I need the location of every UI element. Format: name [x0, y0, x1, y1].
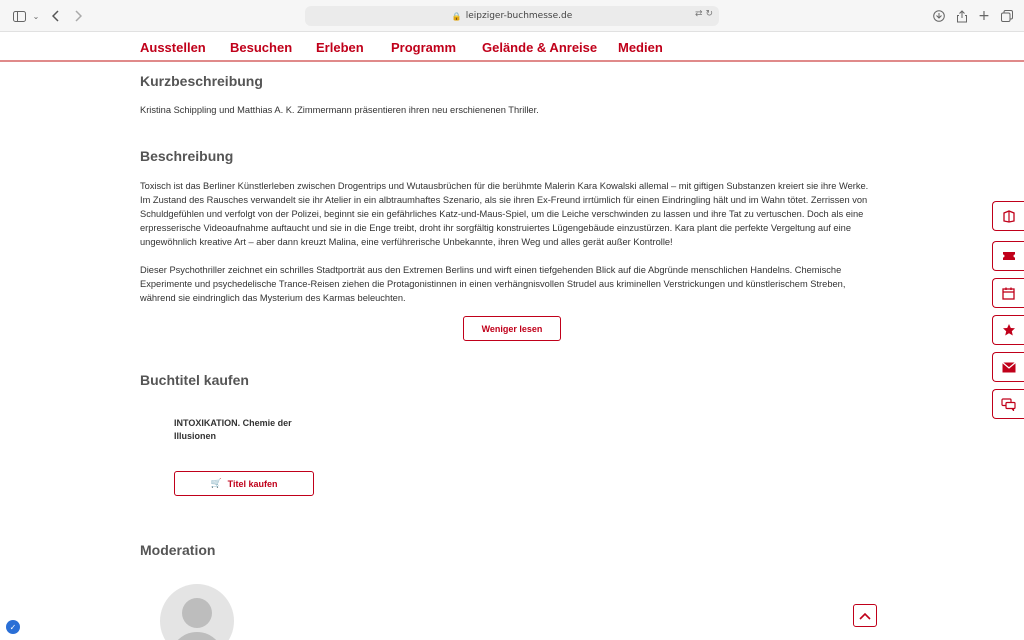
beschreibung-paragraph-2: Dieser Psychothriller zeichnet ein schrilles Stadtporträt aus den Extremen Berlins und wirft einen tiefgehenden Blick auf die Abgründe menschlichen Handelns. Chemische Experimente und psychedelische Trance-Reisen ziehen die Protagonistinnen in einen verhängnisvollen Strudel aus kriminellen Verstrickungen und künstlerischem Streben, während sie eindringlich das Mysterium des Karmas beleuchten. [140, 265, 846, 303]
sidebar-icon[interactable] [12, 7, 26, 25]
chevron-up-icon [859, 612, 871, 620]
url-text: leipziger-buchmesse.de [465, 11, 573, 21]
star-icon[interactable] [992, 315, 1024, 345]
nav-item-erleben[interactable]: Erleben [316, 40, 364, 55]
nav-item-besuchen[interactable]: Besuchen [230, 40, 293, 55]
chevron-left-icon[interactable] [50, 7, 62, 25]
kurzbeschreibung-text: Kristina Schippling und Matthias A. K. Zimmermann präsentieren ihren neu erschienenen Thriller. [140, 105, 539, 115]
chat-icon[interactable] [992, 389, 1024, 419]
chevron-down-icon[interactable]: ⌄ [32, 11, 40, 21]
scroll-to-top-button[interactable] [853, 604, 877, 627]
share-icon[interactable] [955, 7, 969, 25]
cart-icon: 🛒 [210, 478, 222, 488]
book-icon[interactable] [992, 201, 1024, 231]
nav-item-programm[interactable]: Programm [391, 40, 457, 55]
titel-kaufen-button[interactable] [174, 471, 314, 496]
moderation-heading: Moderation [140, 542, 216, 558]
avatar-body-shape [170, 632, 224, 640]
beschreibung-heading: Beschreibung [140, 148, 234, 164]
titel-kaufen-label: Titel kaufen [227, 478, 278, 489]
address-bar[interactable] [305, 6, 719, 26]
book-title: INTOXIKATION. Chemie der Illusionen [174, 418, 292, 441]
kurzbeschreibung-heading: Kurzbeschreibung [140, 73, 263, 89]
lock-icon: 🔒 [451, 11, 462, 21]
nav-item-ausstellen[interactable]: Ausstellen [140, 40, 206, 55]
mail-icon[interactable] [992, 352, 1024, 382]
ticket-icon[interactable] [992, 241, 1024, 271]
download-icon[interactable] [932, 7, 946, 25]
weniger-lesen-button[interactable]: Weniger lesen [463, 316, 561, 341]
avatar-head-shape [182, 598, 212, 628]
nav-item-medien[interactable]: Medien [618, 40, 663, 55]
moderator-avatar [160, 584, 234, 640]
nav-item-gelaende-anreise[interactable]: Gelände & Anreise [482, 40, 598, 55]
new-tab-icon[interactable]: + [978, 8, 990, 24]
consent-check-icon[interactable]: ✓ [6, 620, 20, 634]
beschreibung-paragraph-1: Toxisch ist das Berliner Künstlerleben zwischen Drogentrips und Wutausbrüchen für die berühmte Malerin Kara Kowalski allemal – mit giftigen Substanzen kreiert sie ihre Werke. Im Zustand des Rausches verwandelt sie ihr Atelier in ein albtraumhaftes Szenario, als sie ihren Ex-Freund irrtümlich für einen Eindringling hält und im Wahn tötet. Zerrissen von Schuldgefühlen und verfolgt von der Polizei, beginnt sie ein gefährliches Katz-und-Maus-Spiel, um die Leiche verschwinden zu lassen und ihre Tat zu vertuschen. Doch als eine erpresserische Videoaufnahme auftaucht und sie in die Enge treibt, droht ihr sorgfältig konstruiertes Lügengebäude einzustürzen. Kara plant die perfekte Vergeltung auf eine ungewöhnlich kreative Art – aber dann kreuzt Malina, eine verführerische Unbekannte, ihren Weg und alles gerät außer Kontrolle! [140, 181, 869, 247]
tabs-overview-icon[interactable] [1000, 7, 1014, 25]
chevron-right-icon[interactable] [72, 7, 84, 25]
calendar-icon[interactable] [992, 278, 1024, 308]
buchtitel-kaufen-heading: Buchtitel kaufen [140, 372, 249, 388]
browser-toolbar [0, 0, 1024, 32]
main-navigation [0, 32, 1024, 62]
translate-reload-icon[interactable]: ⇄ ↻ [695, 9, 713, 19]
